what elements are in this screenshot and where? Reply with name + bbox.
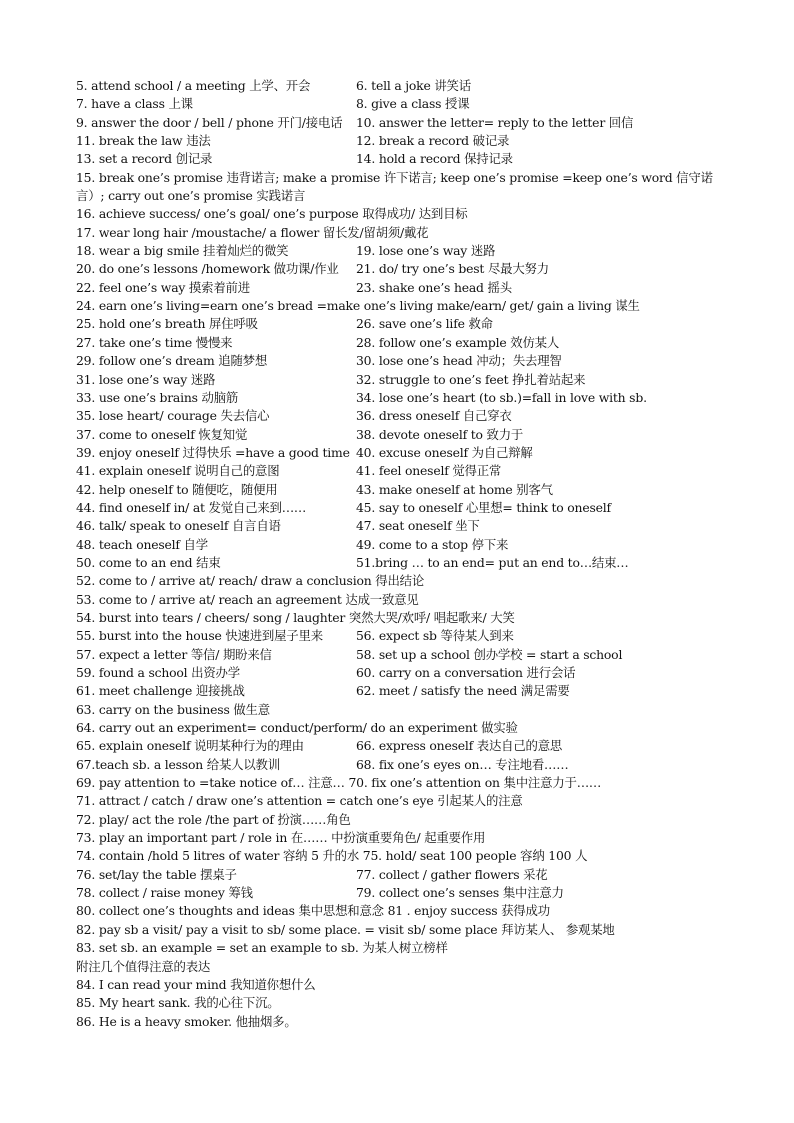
phrase-entry: 83. set sb. an example = set an example to sb. 为某人树立榜样 [76,940,448,956]
phrase-row [76,664,736,682]
phrase-row [76,77,736,95]
phrase-entry-right: 6. tell a joke 讲笑话 [356,78,471,93]
phrase-row [76,884,736,902]
phrase-row [76,591,736,609]
phrase-entry: 15. break one’s promise 违背诺言; make a promise 许下诺言; keep one’s promise =keep one’s word 信守诺言）; carry out one’s promise 实践诺言 [76,169,713,204]
phrase-row [76,701,736,719]
phrase-entry-right: 49. come to a stop 停下来 [356,536,509,552]
phrase-row [76,444,736,462]
phrase-entry: 54. burst into tears / cheers/ song / laughter 突然大哭/欢呼/ 唱起歌来/ 大笑 [76,609,515,625]
phrase-entry-right: 8. give a class 授课 [356,96,470,112]
phrase-entry: 69. pay attention to =take notice of… 注意… 70. fix one’s attention on 集中注意力于…… [76,775,602,791]
phrase-entry: 附注几个值得注意的表达 [76,958,211,974]
phrase-entry-right: 14. hold a record 保持记录 [356,151,513,167]
phrase-entry: 73. play an important part / role in 在…… 中扮演重要角色/ 起重要作用 [76,830,486,846]
phrase-row [76,847,736,865]
phrase-entry-left: 67.teach sb. a lesson 给某人以教训 [76,756,280,772]
phrase-entry-left: 25. hold one’s breath 屏住呼吸 [76,316,258,332]
phrase-entry-right: 10. answer the letter= reply to the letter 回信 [356,114,634,130]
phrase-entry-right: 32. struggle to one’s feet 挣扎着站起来 [356,371,586,387]
phrase-entry-left: 65. explain oneself 说明某种行为的理由 [76,738,304,754]
phrase-row [76,462,736,480]
phrase-row [76,902,736,920]
phrase-entry: 80. collect one’s thoughts and ideas 集中思想和意念 81 . enjoy success 获得成功 [76,903,550,919]
phrase-row [76,719,736,737]
phrase-entry-right: 79. collect one’s senses 集中注意力 [356,885,564,901]
phrase-entry-right: 58. set up a school 创办学校 = start a school [356,646,623,662]
phrase-row [76,627,736,645]
phrase-row [76,958,736,976]
phrase-entry: 71. attract / catch / draw one’s attention = catch one’s eye 引起某人的注意 [76,793,523,809]
phrase-row [76,682,736,700]
phrase-row [76,352,736,370]
phrase-entry-right: 30. lose one’s head 冲动；失去理智 [356,353,562,369]
phrase-entry-left: 18. wear a big smile 挂着灿烂的微笑 [76,243,289,259]
phrase-entry-left: 20. do one’s lessons /homework 做功课/作业 [76,261,339,277]
phrase-row [76,921,736,939]
phrase-entry-right: 36. dress oneself 自己穿衣 [356,408,512,424]
vocabulary-phrase-list [76,77,736,1031]
phrase-entry-left: 42. help oneself to 随便吃，随便用 [76,481,278,497]
phrase-entry-left: 39. enjoy oneself 过得快乐 =have a good time [76,444,350,460]
phrase-entry: 63. carry on the business 做生意 [76,701,270,717]
phrase-entry-right: 45. say to oneself 心里想= think to oneself [356,499,611,515]
phrase-entry: 16. achieve success/ one’s goal/ one’s purpose 取得成功/ 达到目标 [76,206,468,222]
phrase-entry: 53. come to / arrive at/ reach an agreement 达成一致意见 [76,591,419,607]
phrase-entry-right: 66. express oneself 表达自己的意思 [356,738,563,754]
phrase-entry-left: 9. answer the door / bell / phone 开门/接电话 [76,114,343,130]
phrase-row [76,315,736,333]
phrase-entry-left: 59. found a school 出资办学 [76,665,240,680]
phrase-entry-left: 11. break the law 违法 [76,133,211,149]
phrase-row [76,572,736,590]
phrase-row [76,554,736,572]
phrase-entry-left: 57. expect a letter 等信/ 期盼来信 [76,646,272,662]
phrase-row [76,260,736,278]
phrase-entry-left: 48. teach oneself 自学 [76,536,208,552]
phrase-entry-left: 37. come to oneself 恢复知觉 [76,426,248,442]
phrase-entry-left: 22. feel one’s way 摸索着前进 [76,279,250,295]
phrase-row [76,994,736,1012]
phrase-row [76,536,736,554]
phrase-entry-left: 7. have a class 上课 [76,96,193,112]
phrase-entry-left: 31. lose one’s way 迷路 [76,371,216,387]
phrase-row [76,499,736,517]
phrase-row [76,242,736,260]
phrase-entry: 17. wear long hair /moustache/ a flower 留长发/留胡须/戴花 [76,224,429,240]
phrase-row [76,811,736,829]
phrase-row [76,1013,736,1031]
phrase-entry-left: 29. follow one’s dream 追随梦想 [76,353,268,369]
phrase-entry-right: 26. save one’s life 救命 [356,316,493,332]
phrase-entry-right: 62. meet / satisfy the need 满足需要 [356,683,570,699]
phrase-entry-right: 60. carry on a conversation 进行会话 [356,665,576,680]
phrase-entry: 86. He is a heavy smoker. 他抽烟多。 [76,1013,297,1029]
phrase-entry-left: 27. take one’s time 慢慢来 [76,334,233,350]
phrase-entry-left: 5. attend school / a meeting 上学、开会 [76,78,311,93]
phrase-row [76,829,736,847]
phrase-row [76,792,736,810]
phrase-row [76,737,736,755]
phrase-entry-right: 56. expect sb 等待某人到来 [356,628,514,644]
phrase-entry-right: 19. lose one’s way 迷路 [356,243,496,259]
phrase-row [76,609,736,627]
phrase-entry-left: 78. collect / raise money 筹钱 [76,885,253,901]
phrase-row [76,297,736,315]
phrase-row [76,646,736,664]
phrase-entry: 52. come to / arrive at/ reach/ draw a conclusion 得出结论 [76,573,425,589]
phrase-entry-left: 76. set/lay the table 摆桌子 [76,866,237,882]
phrase-entry-left: 35. lose heart/ courage 失去信心 [76,408,270,424]
phrase-entry: 64. carry out an experiment= conduct/perform/ do an experiment 做实验 [76,720,518,736]
phrase-entry-left: 55. burst into the house 快速进到屋子里来 [76,628,323,644]
phrase-row [76,756,736,774]
phrase-row [76,279,736,297]
phrase-entry-right: 43. make oneself at home 别客气 [356,481,553,497]
phrase-row [76,224,736,242]
phrase-entry-right: 41. feel oneself 觉得正常 [356,463,502,479]
phrase-row [76,132,736,150]
phrase-row [76,371,736,389]
phrase-row [76,939,736,957]
phrase-entry-left: 41. explain oneself 说明自己的意图 [76,463,280,479]
phrase-entry-right: 28. follow one’s example 效仿某人 [356,334,560,350]
phrase-entry-left: 33. use one’s brains 动脑筋 [76,389,239,405]
phrase-row [76,407,736,425]
phrase-row [76,334,736,352]
phrase-entry-right: 77. collect / gather flowers 采花 [356,866,548,882]
phrase-entry-left: 13. set a record 创记录 [76,151,213,167]
phrase-entry-right: 12. break a record 破记录 [356,133,510,149]
phrase-entry: 82. pay sb a visit/ pay a visit to sb/ some place. = visit sb/ some place 拜访某人、 参观某地 [76,921,615,937]
phrase-row [76,150,736,168]
phrase-row [76,114,736,132]
phrase-entry: 24. earn one’s living=earn one’s bread =make one’s living make/earn/ get/ gain a living 谋生 [76,298,640,314]
phrase-row [76,481,736,499]
phrase-entry-right: 23. shake one’s head 摇头 [356,279,512,295]
phrase-row [76,517,736,535]
phrase-entry-left: 61. meet challenge 迎接挑战 [76,683,245,699]
phrase-row [76,976,736,994]
phrase-entry: 74. contain /hold 5 litres of water 容纳 5 升的水 75. hold/ seat 100 people 容纳 100 人 [76,848,588,864]
phrase-entry-right: 34. lose one’s heart (to sb.)=fall in love with sb. [356,389,647,405]
phrase-row [76,205,736,223]
phrase-entry-right: 40. excuse oneself 为自己辩解 [356,444,533,460]
phrase-entry-right: 47. seat oneself 坐下 [356,518,480,534]
phrase-entry-left: 44. find oneself in/ at 发觉自己来到…… [76,499,307,515]
phrase-entry: 85. My heart sank. 我的心往下沉。 [76,995,280,1011]
phrase-entry-left: 46. talk/ speak to oneself 自言自语 [76,518,281,534]
phrase-row [76,169,736,206]
phrase-row [76,426,736,444]
phrase-row [76,95,736,113]
phrase-row [76,866,736,884]
phrase-entry-left: 50. come to an end 结束 [76,554,221,570]
phrase-entry-right: 38. devote oneself to 致力于 [356,426,524,442]
phrase-row [76,389,736,407]
phrase-entry-right: 68. fix one’s eyes on… 专注地看…… [356,756,569,772]
phrase-entry: 84. I can read your mind 我知道你想什么 [76,976,316,992]
phrase-row [76,774,736,792]
phrase-entry-right: 21. do/ try one’s best 尽最大努力 [356,261,549,277]
phrase-entry-right: 51.bring … to an end= put an end to…结束… [356,554,629,570]
phrase-entry: 72. play/ act the role /the part of 扮演……角色 [76,811,351,827]
